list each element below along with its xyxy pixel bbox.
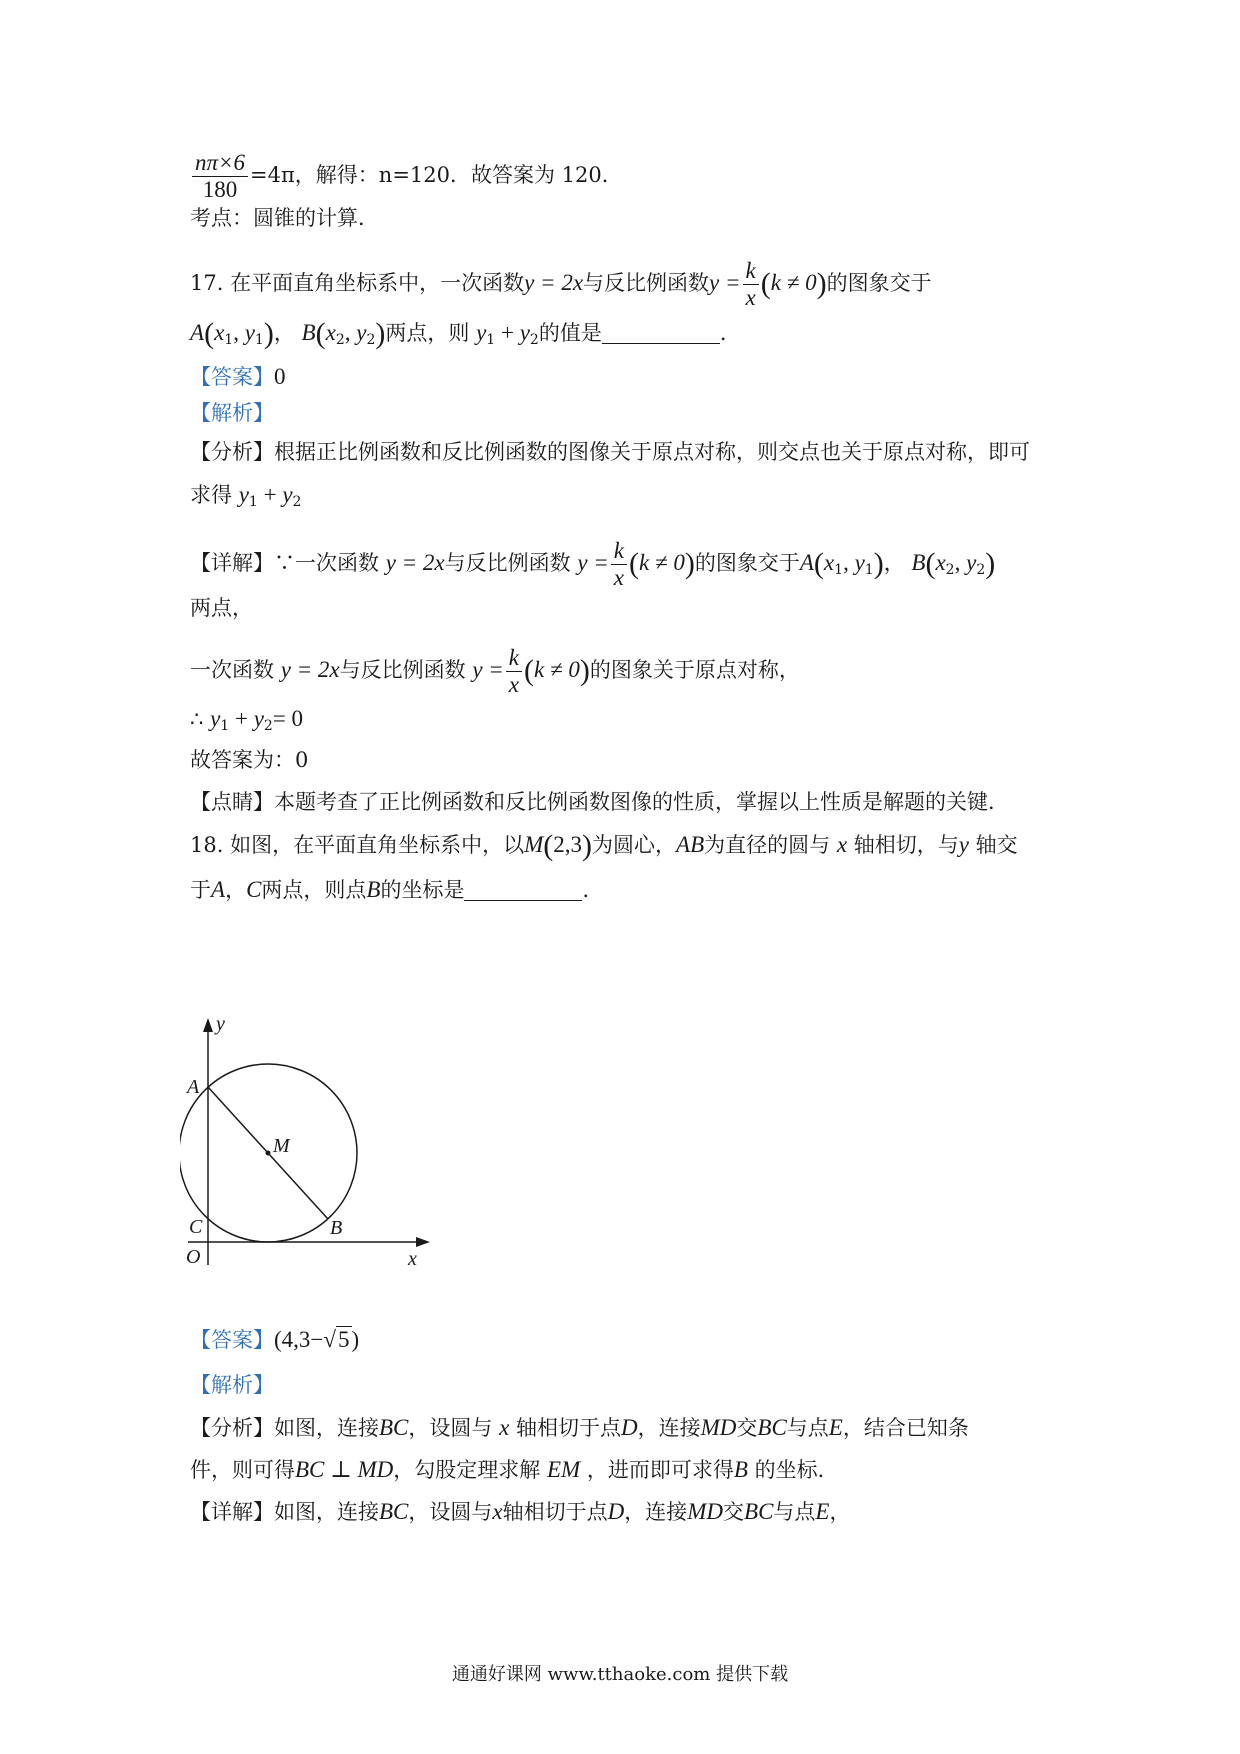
answer-part: (4,3− [274,1327,324,1352]
linear-function: y = 2x [524,270,584,295]
segment-bc: BC [379,1415,409,1440]
fig-label-x: x [408,1248,417,1270]
q18-text: 的坐标是 [380,878,465,902]
jiexi-tag: 【解析】 [190,401,274,425]
q17-detail-line1: 【详解】∵一次函数 y = 2x与反比例函数 y = $\frac{k}{x}$ (k ≠ 0)的图象交于$A(x_1$, $y_1$)， $B(x_2$, $y_2$) [190,538,996,590]
prev-answer-line [190,150,623,203]
q18-text: 为直径的圆与 [704,833,831,857]
analysis-text: 如图，连接 [274,1416,379,1440]
segment-em: EM [546,1457,581,1482]
segment-bc: BC [379,1499,409,1524]
x-axis-arrow [416,1237,430,1247]
detail-text: 与反比例函数 [444,551,571,575]
fig-label-m: M [273,1135,290,1157]
q18-analysis-line2 [190,1455,839,1485]
analysis-text: 根据正比例函数和反比例函数的图像关于原点对称，则交点也关于原点对称，即可 [274,440,1030,464]
therefore-symbol: ∴ [190,707,204,731]
q18-analysis-line1 [190,1413,969,1443]
y-equals: y = [472,657,504,682]
q17-final-answer: 故答案为：0 [190,748,309,772]
x-axis-label: x [499,1415,510,1440]
q18-text: 如图，在平面直角坐标系中，以 [230,833,525,857]
analysis-text: 轴相切于点 [515,1416,621,1440]
q17-number: 17. [190,271,224,295]
segment-md: MD [700,1415,737,1440]
answer-part: ) [351,1327,360,1352]
page-footer: 通通好课网 www.tthaoke.com 提供下载 [451,1664,789,1685]
q18-detail-line1 [190,1497,850,1527]
point-d: D [607,1499,625,1524]
linear-function: y = 2x [280,657,340,682]
analysis-text: 与点 [786,1416,829,1440]
detail-text: ， [829,1500,851,1524]
q17-text: 与反比例函数 [583,271,710,295]
segment-md: MD [687,1499,724,1524]
q17-answer: 0 [274,364,286,389]
linear-function: y = 2x [385,550,445,575]
q17-detail-line4: ∴ $y_1 + y_2= 0$ [190,706,304,734]
q17-detail-line2: 两点， [190,596,253,620]
analysis-text: 件，则可得 [190,1458,295,1482]
q18-text: 轴相切，与 [853,833,959,857]
detail-text: 一次函数 [190,658,274,682]
q17-stem-line2: $A(x_1$, $y_1$)， $B(x_2$, $y_2$)两点，则 $y_1 + y_2$的值是 ． [190,317,741,350]
q17-text: 在平面直角坐标系中，一次函数 [230,271,525,295]
k-over-x: $\frac{k}{x}$ [611,538,627,591]
m-coord: 2,3 [553,832,583,857]
analysis-text: 交 [736,1416,758,1440]
point-a: A [190,320,205,345]
k: k [743,258,759,285]
fig-label-b: B [330,1217,343,1239]
detail-text: 轴相切于点 [502,1500,608,1524]
q18-figure [180,1010,440,1275]
k-over-x [743,258,759,311]
analysis-text: ，连接 [637,1416,701,1440]
point-m: M [524,832,544,857]
answer-tag: 【答案】 [190,365,274,389]
analysis-tag: 【分析】 [190,1416,274,1440]
detail-tag: 【详解】 [190,1500,274,1524]
q17-text: 的图象交于 [826,271,932,295]
sqrt-radicand: 5 [338,1327,350,1352]
q18-text: 两点，则点 [261,878,367,902]
k-condition: k ≠ 0 [770,270,817,295]
q17-text: 两点，则 [385,321,470,345]
x-axis-label: x [836,832,848,857]
analysis-text: ，勾股定理求解 [393,1458,541,1482]
analysis-text: ，设圆与 [408,1416,493,1440]
detail-text: ，设圆与 [408,1500,493,1524]
y-equals: y = [577,550,609,575]
q18-stem-line1: 18. 如图，在平面直角坐标系中，以M(2,3)为圆心，AB为直径的圆与 x 轴相切，与y 轴交 [190,829,1018,862]
separator: ， [225,878,247,902]
detail-text: 的图象交于 [694,551,800,575]
segment-ab: AB [676,832,705,857]
q18-number: 18. [190,833,224,857]
detail-text: 与点 [773,1500,816,1524]
point-e: E [828,1415,843,1440]
k-condition: k ≠ 0 [639,550,685,575]
kaodian-line: 考点：圆锥的计算． [190,206,379,230]
y-axis-arrow [203,1018,213,1032]
detail-text: 一次函数 [295,551,379,575]
analysis-text: ，结合已知条 [842,1416,969,1440]
detail-text: 交 [723,1500,745,1524]
fraction-denominator: 180 [202,177,238,202]
point-c: C [246,877,262,902]
perpendicular: BC ⊥ MD [295,1457,394,1482]
q18-stem-line2: 于A，C两点，则点B的坐标是 ． [190,877,604,902]
fig-label-a: A [187,1076,200,1098]
analysis-text: ，进而即可求得 [586,1458,734,1482]
detail-text: 的图象关于原点对称， [589,658,800,682]
fig-label-y: y [216,1013,225,1035]
q17-answer-line [190,362,286,392]
q17-analysis-line2: 求得 $y_1 + y_2$ [190,482,302,510]
point-b: B [366,877,381,902]
y-axis-label: y [958,832,969,857]
detail-text: 如图，连接 [274,1500,379,1524]
fig-label-o: O [186,1246,201,1268]
q18-text: 轴交 [975,833,1018,857]
point-e: E [815,1499,830,1524]
y-equals: y = [709,270,741,295]
because-symbol: ∵ [274,551,295,575]
fig-label-c: C [189,1216,203,1238]
analysis-tag: 【分析】 [190,440,274,464]
prev-answer-text: =4π，解得：n=120．故答案为 120． [250,163,623,187]
detail-text: ，连接 [624,1500,688,1524]
k-over-x: $\frac{k}{x}$ [506,645,522,698]
q17-text: 的值是 [538,321,602,345]
dianjing-text: 本题考查了正比例函数和反比例函数图像的性质，掌握以上性质是解题的关键． [274,790,1009,814]
k-condition: k ≠ 0 [534,657,580,682]
answer-blank [464,880,582,901]
q17-stem-line1: 17. 在平面直角坐标系中，一次函数y = 2x与反比例函数y = $\frac{k}{x}$ (k ≠ 0)的图象交于 [190,258,932,310]
answer-blank [602,323,720,344]
point-a: A [211,877,226,902]
point-d: D [620,1415,638,1440]
analysis-text: 的坐标． [754,1458,839,1482]
point-b: B [733,1457,748,1482]
segment-bc: BC [757,1415,787,1440]
q18-answer-line: 【答案】(4,3−√5) [190,1327,360,1352]
segment-bc: BC [744,1499,774,1524]
q17-detail-line3: 一次函数 y = 2x与反比例函数 y = $\frac{k}{x}$ (k ≠ 0)的图象关于原点对称， [190,645,800,697]
x-axis-label: x [492,1499,503,1524]
sum-equals: = 0 [272,706,304,731]
fraction [192,150,248,203]
point-b: B [301,320,316,345]
answer-tag: 【答案】 [190,1328,274,1352]
fraction-numerator: nπ×6 [192,150,248,177]
center-dot [266,1151,271,1156]
dianjing-tag: 【点睛】 [190,790,274,814]
x: x [745,285,756,310]
analysis-text: 求得 [190,483,232,507]
q17-dianjing-line [190,787,1009,817]
q17-analysis-line1 [190,437,1030,467]
q18-text: 于 [190,878,211,902]
jiexi-tag: 【解析】 [190,1373,274,1397]
q18-text: 为圆心， [592,833,677,857]
detail-tag: 【详解】 [190,551,274,575]
detail-text: 与反比例函数 [339,658,466,682]
